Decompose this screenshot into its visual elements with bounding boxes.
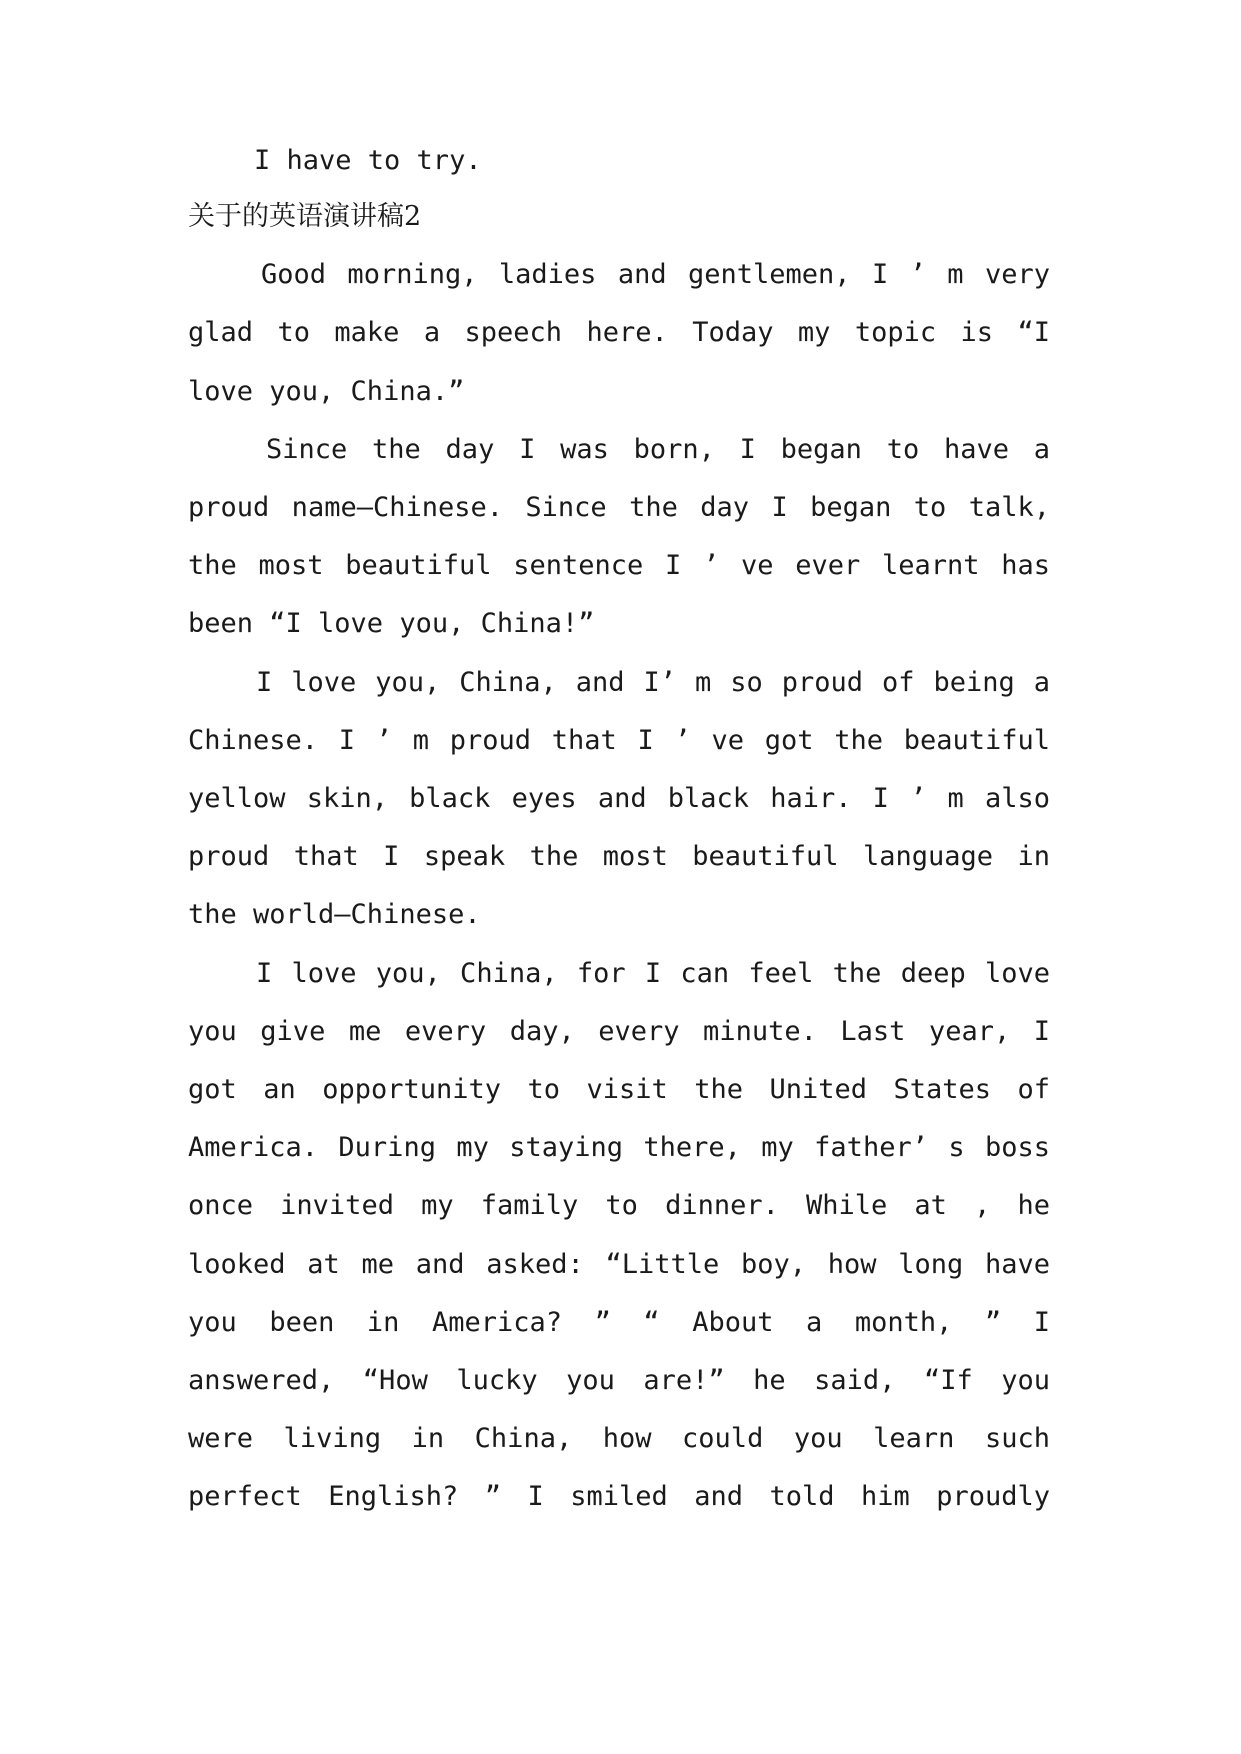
text-line: you been in America? ” “ About a month, ” I [188,1306,1050,1338]
text-line: proud that I speak the most beautiful language in [188,841,1050,873]
text-line: I have to try. [254,145,482,176]
text-line: you give me every day, every minute. Last year, I [188,1015,1050,1047]
text-line: I love you, China, and I’ m so proud of being a [256,666,1050,698]
text-line: looked at me and asked: “Little boy, how long have [188,1248,1050,1280]
text-line: proud name—Chinese. Since the day I began to talk, [188,492,1050,523]
text-line: the world—Chinese. [188,899,481,931]
text-line: Since the day I was born, I began to have a [266,433,1050,465]
text-line: been “I love you, China!” [188,608,595,640]
text-line: Chinese. I ’ m proud that I ’ ve got the beautiful [188,724,1050,756]
text-line: once invited my family to dinner. While at , he [188,1190,1050,1222]
text-line: America. During my staying there, my father’ s boss [188,1132,1050,1164]
text-line: were living in China, how could you learn such [188,1423,1050,1455]
text-line: Good morning, ladies and gentlemen, I ’ m very [261,259,1050,291]
text-line: got an opportunity to visit the United States of [188,1074,1050,1105]
text-line: love you, China.” [188,375,465,407]
section-heading: 关于的英语演讲稿2 [188,201,422,232]
text-line: answered, “How lucky you are!” he said, “If you [188,1365,1050,1396]
text-line: the most beautiful sentence I ’ ve ever learnt has [188,550,1050,582]
text-line: yellow skin, black eyes and black hair. I ’ m also [188,783,1050,814]
text-line: perfect English? ” I smiled and told him proudly [188,1481,1050,1513]
text-line: glad to make a speech here. Today my topic is “I [188,317,1050,349]
text-line: I love you, China, for I can feel the deep love [256,957,1050,989]
